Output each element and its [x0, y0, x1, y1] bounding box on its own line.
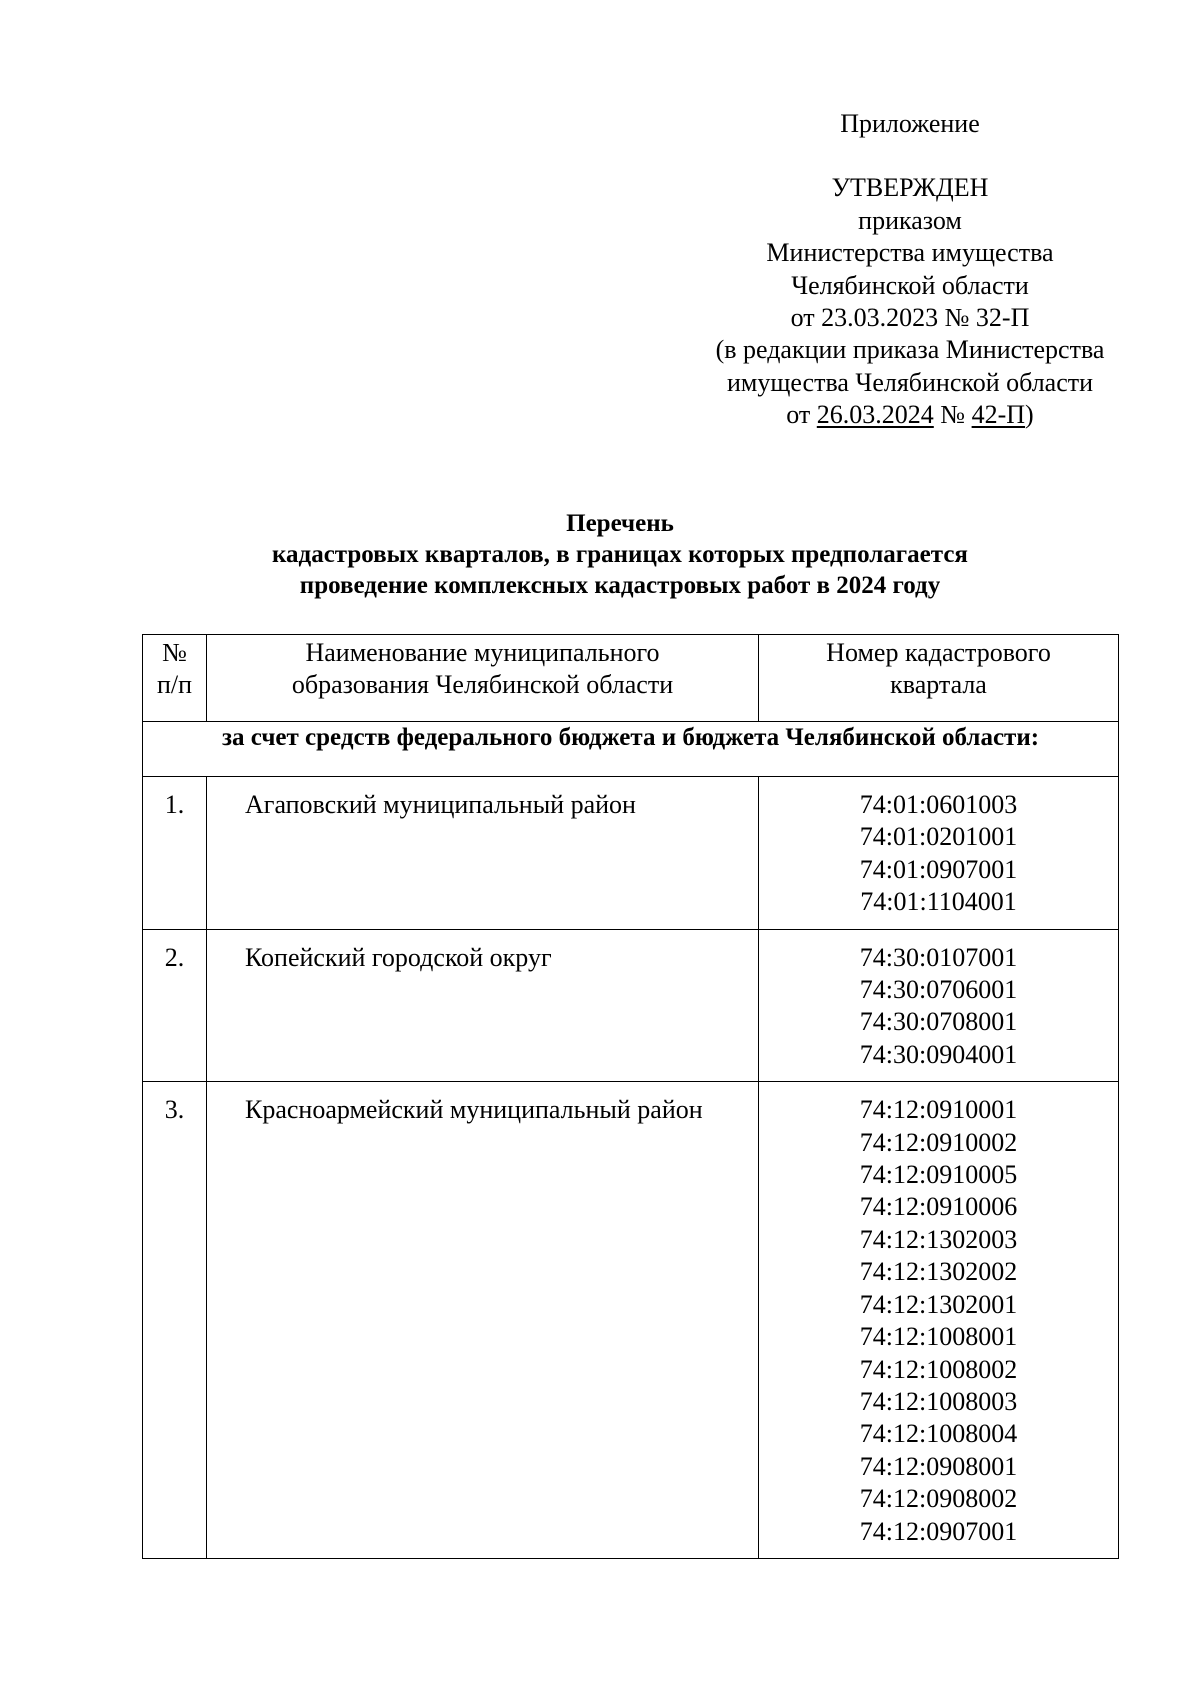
cadastral-code: 74:12:1008003: [859, 1386, 1018, 1416]
header-code-line-2: квартала: [890, 670, 987, 700]
table-body: [143, 777, 1119, 1559]
header-num-line-1: №: [162, 638, 187, 667]
header-code: [759, 635, 1119, 722]
cadastral-code: 74:01:0201001: [859, 822, 1018, 852]
row-number: 1.: [143, 777, 207, 930]
revision-date-link[interactable]: 26.03.2024: [816, 400, 934, 430]
section-label: за счет средств федерального бюджета и бюджета Челябинской области:: [143, 722, 1119, 777]
row-number: 2.: [143, 929, 207, 1082]
region-label: Челябинской области: [791, 270, 1029, 300]
cadastral-code: 74:30:0904001: [859, 1039, 1018, 1069]
cadastral-code: 74:12:0910002: [859, 1127, 1018, 1157]
cadastral-code: 74:12:1302001: [859, 1289, 1018, 1319]
revision-number-link[interactable]: 42-П: [971, 400, 1026, 430]
cadastral-code: 74:12:0910005: [859, 1160, 1018, 1190]
cadastral-code: 74:30:0706001: [859, 975, 1018, 1005]
cadastral-code: 74:01:1104001: [860, 887, 1017, 917]
cadastral-code: 74:01:0907001: [859, 854, 1018, 884]
cadastral-code: 74:12:1008001: [859, 1322, 1018, 1352]
header-num: [143, 635, 207, 722]
header-name: [207, 635, 759, 722]
revision-number-sign: №: [933, 400, 972, 430]
cadastral-code: 74:12:0910006: [859, 1192, 1018, 1222]
table-row: [143, 777, 1119, 930]
cadastral-code: 74:12:1008004: [859, 1419, 1018, 1449]
cadastral-code: 74:12:1302002: [859, 1257, 1018, 1287]
approved-label: УТВЕРЖДЕН: [831, 173, 989, 203]
appendix-label: Приложение: [840, 109, 980, 138]
row-number: 3.: [143, 1082, 207, 1559]
cadastral-code: 74:30:0107001: [859, 942, 1018, 972]
cadastral-code: 74:12:0910001: [859, 1095, 1018, 1125]
revision-close: ): [1025, 400, 1034, 430]
title-line-3: проведение комплексных кадастровых работ в 2024 году: [299, 572, 941, 599]
cadastral-code: 74:30:0708001: [859, 1007, 1018, 1037]
revision-prefix: от: [786, 400, 817, 430]
header-name-line-2: образования Челябинской области: [291, 670, 674, 700]
spacer: [690, 140, 1130, 172]
table-header-row: [143, 635, 1119, 722]
ministry-label: Министерства имущества: [766, 238, 1054, 268]
cadastral-codes: [759, 777, 1119, 930]
document-title: [150, 508, 1090, 601]
cadastral-code: 74:12:0907001: [859, 1516, 1018, 1546]
section-row: [143, 722, 1119, 777]
municipality-name: Красноармейский муниципальный район: [207, 1082, 759, 1559]
municipality-name: Агаповский муниципальный район: [207, 777, 759, 930]
cadastral-codes: [759, 929, 1119, 1082]
revision-line-1: (в редакции приказа Министерства: [715, 335, 1105, 365]
municipality-name: Копейский городской округ: [207, 929, 759, 1082]
cadastral-code: 74:12:1008002: [859, 1354, 1018, 1384]
approval-block: [690, 108, 1130, 432]
cadastral-code: 74:12:0908002: [859, 1484, 1018, 1514]
cadastral-code: 74:01:0601003: [859, 790, 1018, 819]
revision-line-3: [690, 399, 1130, 431]
by-order-label: приказом: [858, 205, 962, 235]
cadastral-table: [142, 634, 1119, 1559]
table-row: [143, 929, 1119, 1082]
cadastral-code: 74:12:0908001: [859, 1451, 1018, 1481]
table-row: [143, 1082, 1119, 1559]
cadastral-codes: [759, 1082, 1119, 1559]
header-num-line-2: п/п: [156, 670, 193, 700]
title-line-1: Перечень: [566, 510, 674, 537]
order-reference: от 23.03.2023 № 32-П: [790, 303, 1030, 333]
header-name-line-1: Наименование муниципального: [305, 638, 660, 667]
revision-line-2: имущества Челябинской области: [726, 367, 1094, 397]
header-code-line-1: Номер кадастрового: [826, 638, 1051, 667]
title-line-2: кадастровых кварталов, в границах которых предполагается: [272, 541, 968, 568]
cadastral-code: 74:12:1302003: [859, 1224, 1018, 1254]
